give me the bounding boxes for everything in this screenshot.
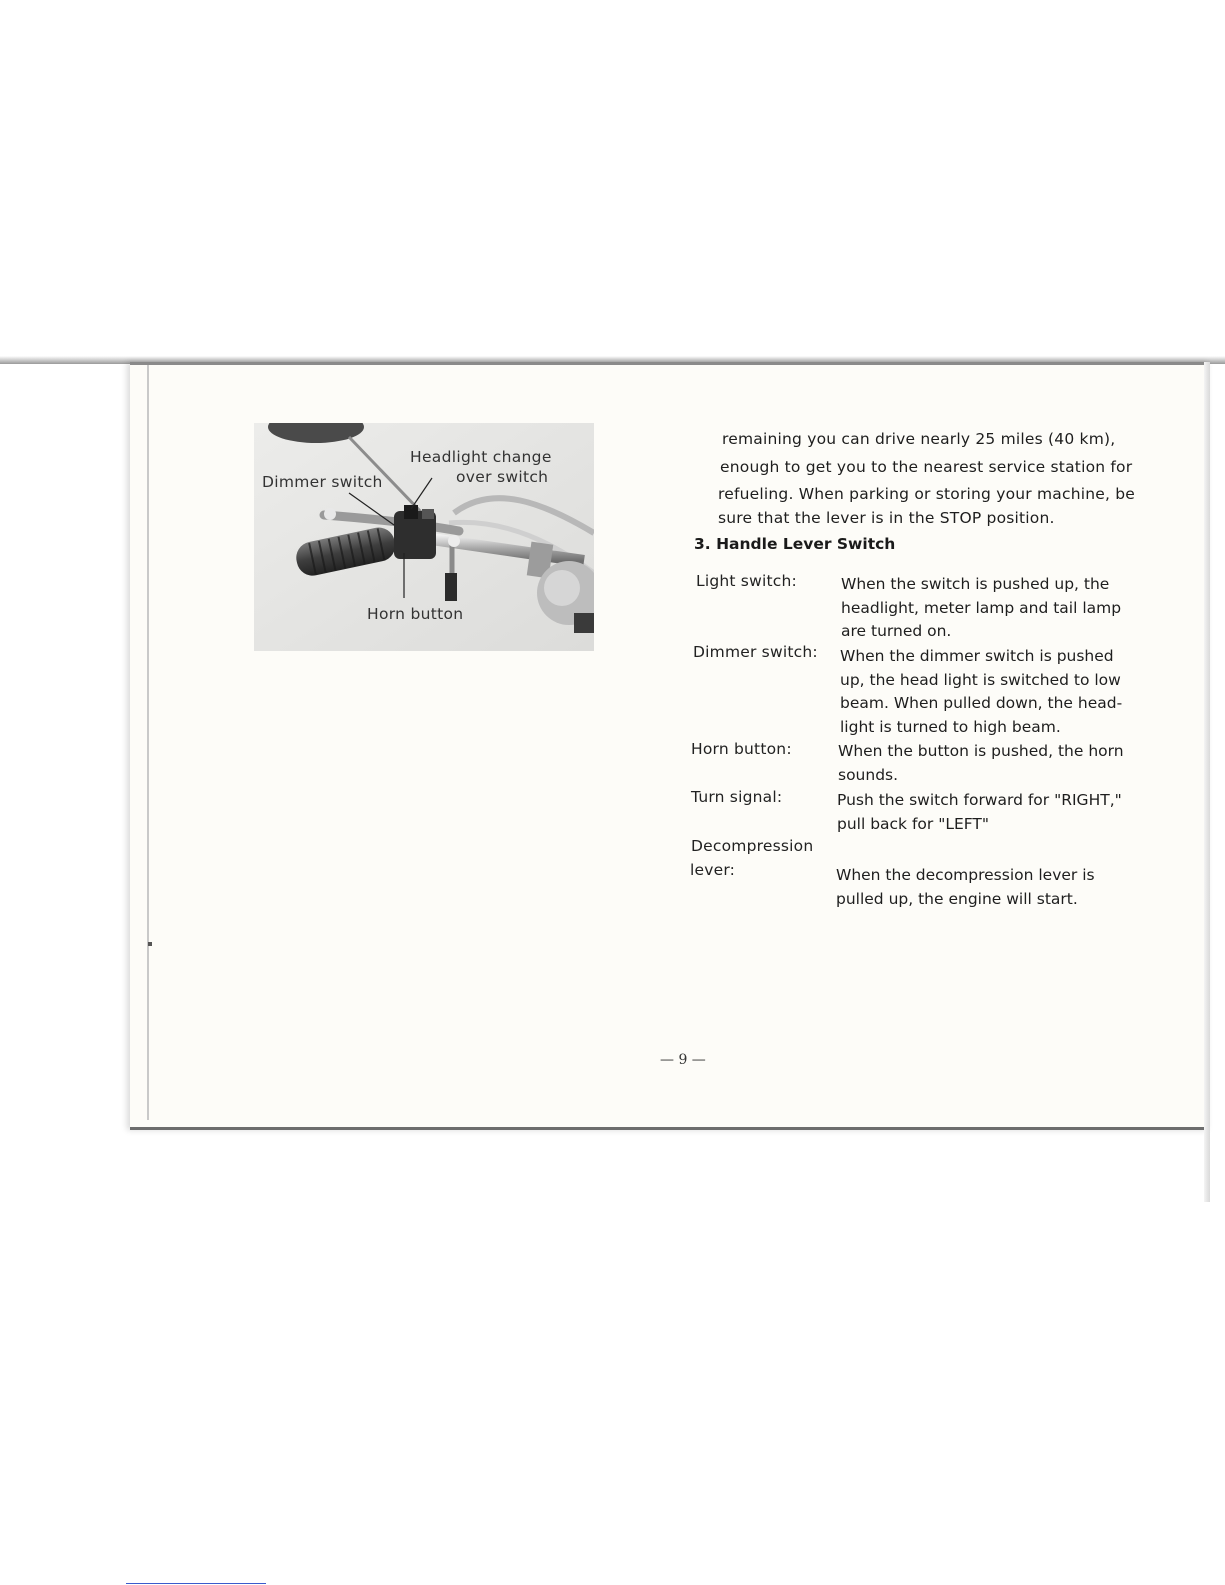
definition-turn-signal [837, 789, 1122, 836]
headlight-switch-label-line1: Headlight change [410, 448, 552, 466]
definition-horn-button [838, 740, 1124, 787]
term-decompression-lever-line1: Decompression [691, 837, 814, 855]
page-number: — 9 — [660, 1052, 706, 1068]
term-decompression-lever-line2: lever: [690, 861, 736, 879]
blue-underline [126, 1583, 266, 1584]
term-horn-button: Horn button: [691, 740, 792, 758]
definition-light-switch [841, 573, 1121, 644]
definition-line: up, the head light is switched to low [840, 670, 1121, 689]
definition-dimmer-switch [840, 645, 1122, 739]
definition-line: beam. When pulled down, the head- [840, 694, 1123, 712]
paragraph-line-1: remaining you can drive nearly 25 miles (40 km), [722, 430, 1116, 448]
definition-line: light is turned to high beam. [840, 717, 1061, 736]
paragraph-line-4: sure that the lever is in the STOP position. [718, 509, 1055, 527]
definition-line: are turned on. [841, 622, 952, 640]
sheet-right-edge [1204, 362, 1210, 1202]
definition-line: headlight, meter lamp and tail lamp [841, 598, 1122, 617]
definition-line: pulled up, the engine will start. [836, 889, 1078, 908]
horn-button-label: Horn button [367, 605, 464, 623]
handlebar-photo [254, 423, 594, 651]
headlight-switch-label-line2: over switch [456, 468, 549, 486]
term-dimmer-switch: Dimmer switch: [693, 643, 818, 661]
definition-line: When the decompression lever is [836, 866, 1095, 884]
term-light-switch: Light switch: [696, 572, 797, 590]
definition-decompression-lever [836, 864, 1095, 911]
binding-mark [148, 942, 152, 946]
definition-line: When the switch is pushed up, the [841, 575, 1110, 593]
term-turn-signal: Turn signal: [691, 788, 783, 806]
dimmer-switch-label: Dimmer switch [262, 473, 383, 491]
section-heading: 3. Handle Lever Switch [694, 535, 896, 553]
definition-line: pull back for "LEFT" [837, 814, 990, 833]
definition-line: Push the switch forward for "RIGHT," [837, 791, 1122, 809]
definition-line: sounds. [838, 765, 899, 784]
definition-line: When the dimmer switch is pushed [840, 647, 1114, 665]
sheet-left-edge [147, 365, 149, 1120]
paragraph-line-2: enough to get you to the nearest service station for [720, 458, 1133, 476]
paragraph-line-3: refueling. When parking or storing your machine, be [718, 485, 1136, 503]
definition-line: When the button is pushed, the horn [838, 742, 1124, 760]
